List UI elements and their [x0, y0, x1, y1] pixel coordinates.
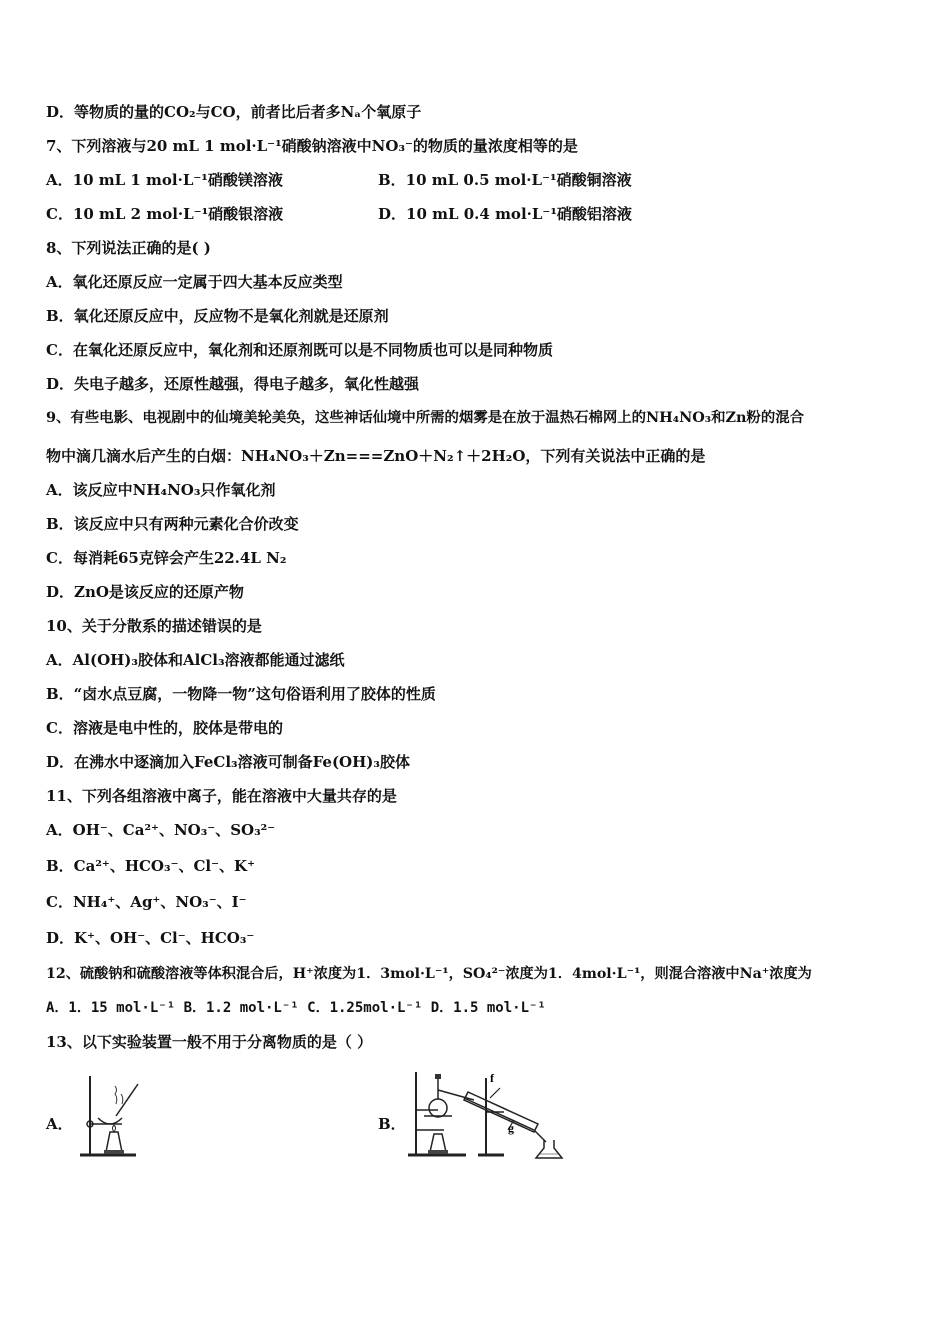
q8-option-b: B．氧化还原反应中，反应物不是氧化剂就是还原剂 [46, 307, 389, 325]
question-11: 11、下列各组溶液中离子，能在溶液中大量共存的是 [46, 787, 397, 805]
q9-option-c: C．每消耗65克锌会产生22.4L N₂ [46, 549, 287, 567]
q9-option-b: B．该反应中只有两种元素化合价改变 [46, 515, 299, 533]
line-d-prev: D．等物质的量的CO₂与CO，前者比后者多Nₐ个氧原子 [46, 103, 422, 121]
q10-option-a: A．Al(OH)₃胶体和AlCl₃溶液都能通过滤纸 [46, 651, 345, 669]
question-8: 8、下列说法正确的是( ) [46, 239, 211, 257]
q7-option-b: B．10 mL 0.5 mol·L⁻¹硝酸铜溶液 [378, 171, 632, 189]
q11-option-c: C．NH₄⁺、Ag⁺、NO₃⁻、I⁻ [46, 893, 247, 911]
question-13: 13、以下实验装置一般不用于分离物质的是（ ） [46, 1033, 373, 1051]
figure-label-g: g [508, 1121, 514, 1135]
q12-options: A．1．15 mol·L⁻¹ B．1.2 mol·L⁻¹ C．1.25mol·L⁻¹ D．1.5 mol·L⁻¹ [46, 1000, 546, 1016]
q11-option-a: A．OH⁻、Ca²⁺、NO₃⁻、SO₃²⁻ [46, 821, 276, 839]
question-7: 7、下列溶液与20 mL 1 mol·L⁻¹硝酸钠溶液中NO₃⁻的物质的量浓度相等的是 [46, 137, 578, 155]
q13-option-a-label: A． [46, 1115, 73, 1133]
q10-option-b: B．“卤水点豆腐，一物降一物”这句俗语利用了胶体的性质 [46, 685, 436, 703]
q9-option-a: A．该反应中NH₄NO₃只作氧化剂 [46, 481, 276, 499]
question-10: 10、关于分散系的描述错误的是 [46, 617, 262, 635]
q7-option-d: D．10 mL 0.4 mol·L⁻¹硝酸铝溶液 [378, 205, 632, 223]
distillation-apparatus-icon [404, 1068, 574, 1162]
question-9-line-2: 物中滴几滴水后产生的白烟：NH₄NO₃＋Zn===ZnO＋N₂↑＋2H₂O，下列有关说法中正确的是 [46, 447, 706, 465]
q10-option-d: D．在沸水中逐滴加入FeCl₃溶液可制备Fe(OH)₃胶体 [46, 753, 410, 771]
q9-option-d: D．ZnO是该反应的还原产物 [46, 583, 244, 601]
question-9-line-1: 9、有些电影、电视剧中的仙境美轮美奂，这些神话仙境中所需的烟雾是在放于温热石棉网上的NH₄NO₃和Zn粉的混合 [46, 409, 804, 426]
evaporation-apparatus-icon [76, 1074, 140, 1160]
q8-option-a: A．氧化还原反应一定属于四大基本反应类型 [46, 273, 343, 291]
q10-option-c: C．溶液是电中性的，胶体是带电的 [46, 719, 283, 737]
q13-option-b-label: B． [378, 1115, 406, 1133]
q11-option-b: B．Ca²⁺、HCO₃⁻、Cl⁻、K⁺ [46, 857, 255, 875]
figure-label-f: f [490, 1071, 494, 1085]
q7-option-c: C．10 mL 2 mol·L⁻¹硝酸银溶液 [46, 205, 284, 223]
q7-option-a: A．10 mL 1 mol·L⁻¹硝酸镁溶液 [46, 171, 283, 189]
q8-option-c: C．在氧化还原反应中，氧化剂和还原剂既可以是不同物质也可以是同种物质 [46, 341, 553, 359]
q11-option-d: D．K⁺、OH⁻、Cl⁻、HCO₃⁻ [46, 929, 255, 947]
q8-option-d: D．失电子越多，还原性越强，得电子越多，氧化性越强 [46, 375, 420, 393]
question-12: 12、硫酸钠和硫酸溶液等体积混合后，H⁺浓度为1．3mol·L⁻¹，SO₄²⁻浓度为1．4mol·L⁻¹，则混合溶液中Na⁺浓度为 [46, 966, 812, 982]
